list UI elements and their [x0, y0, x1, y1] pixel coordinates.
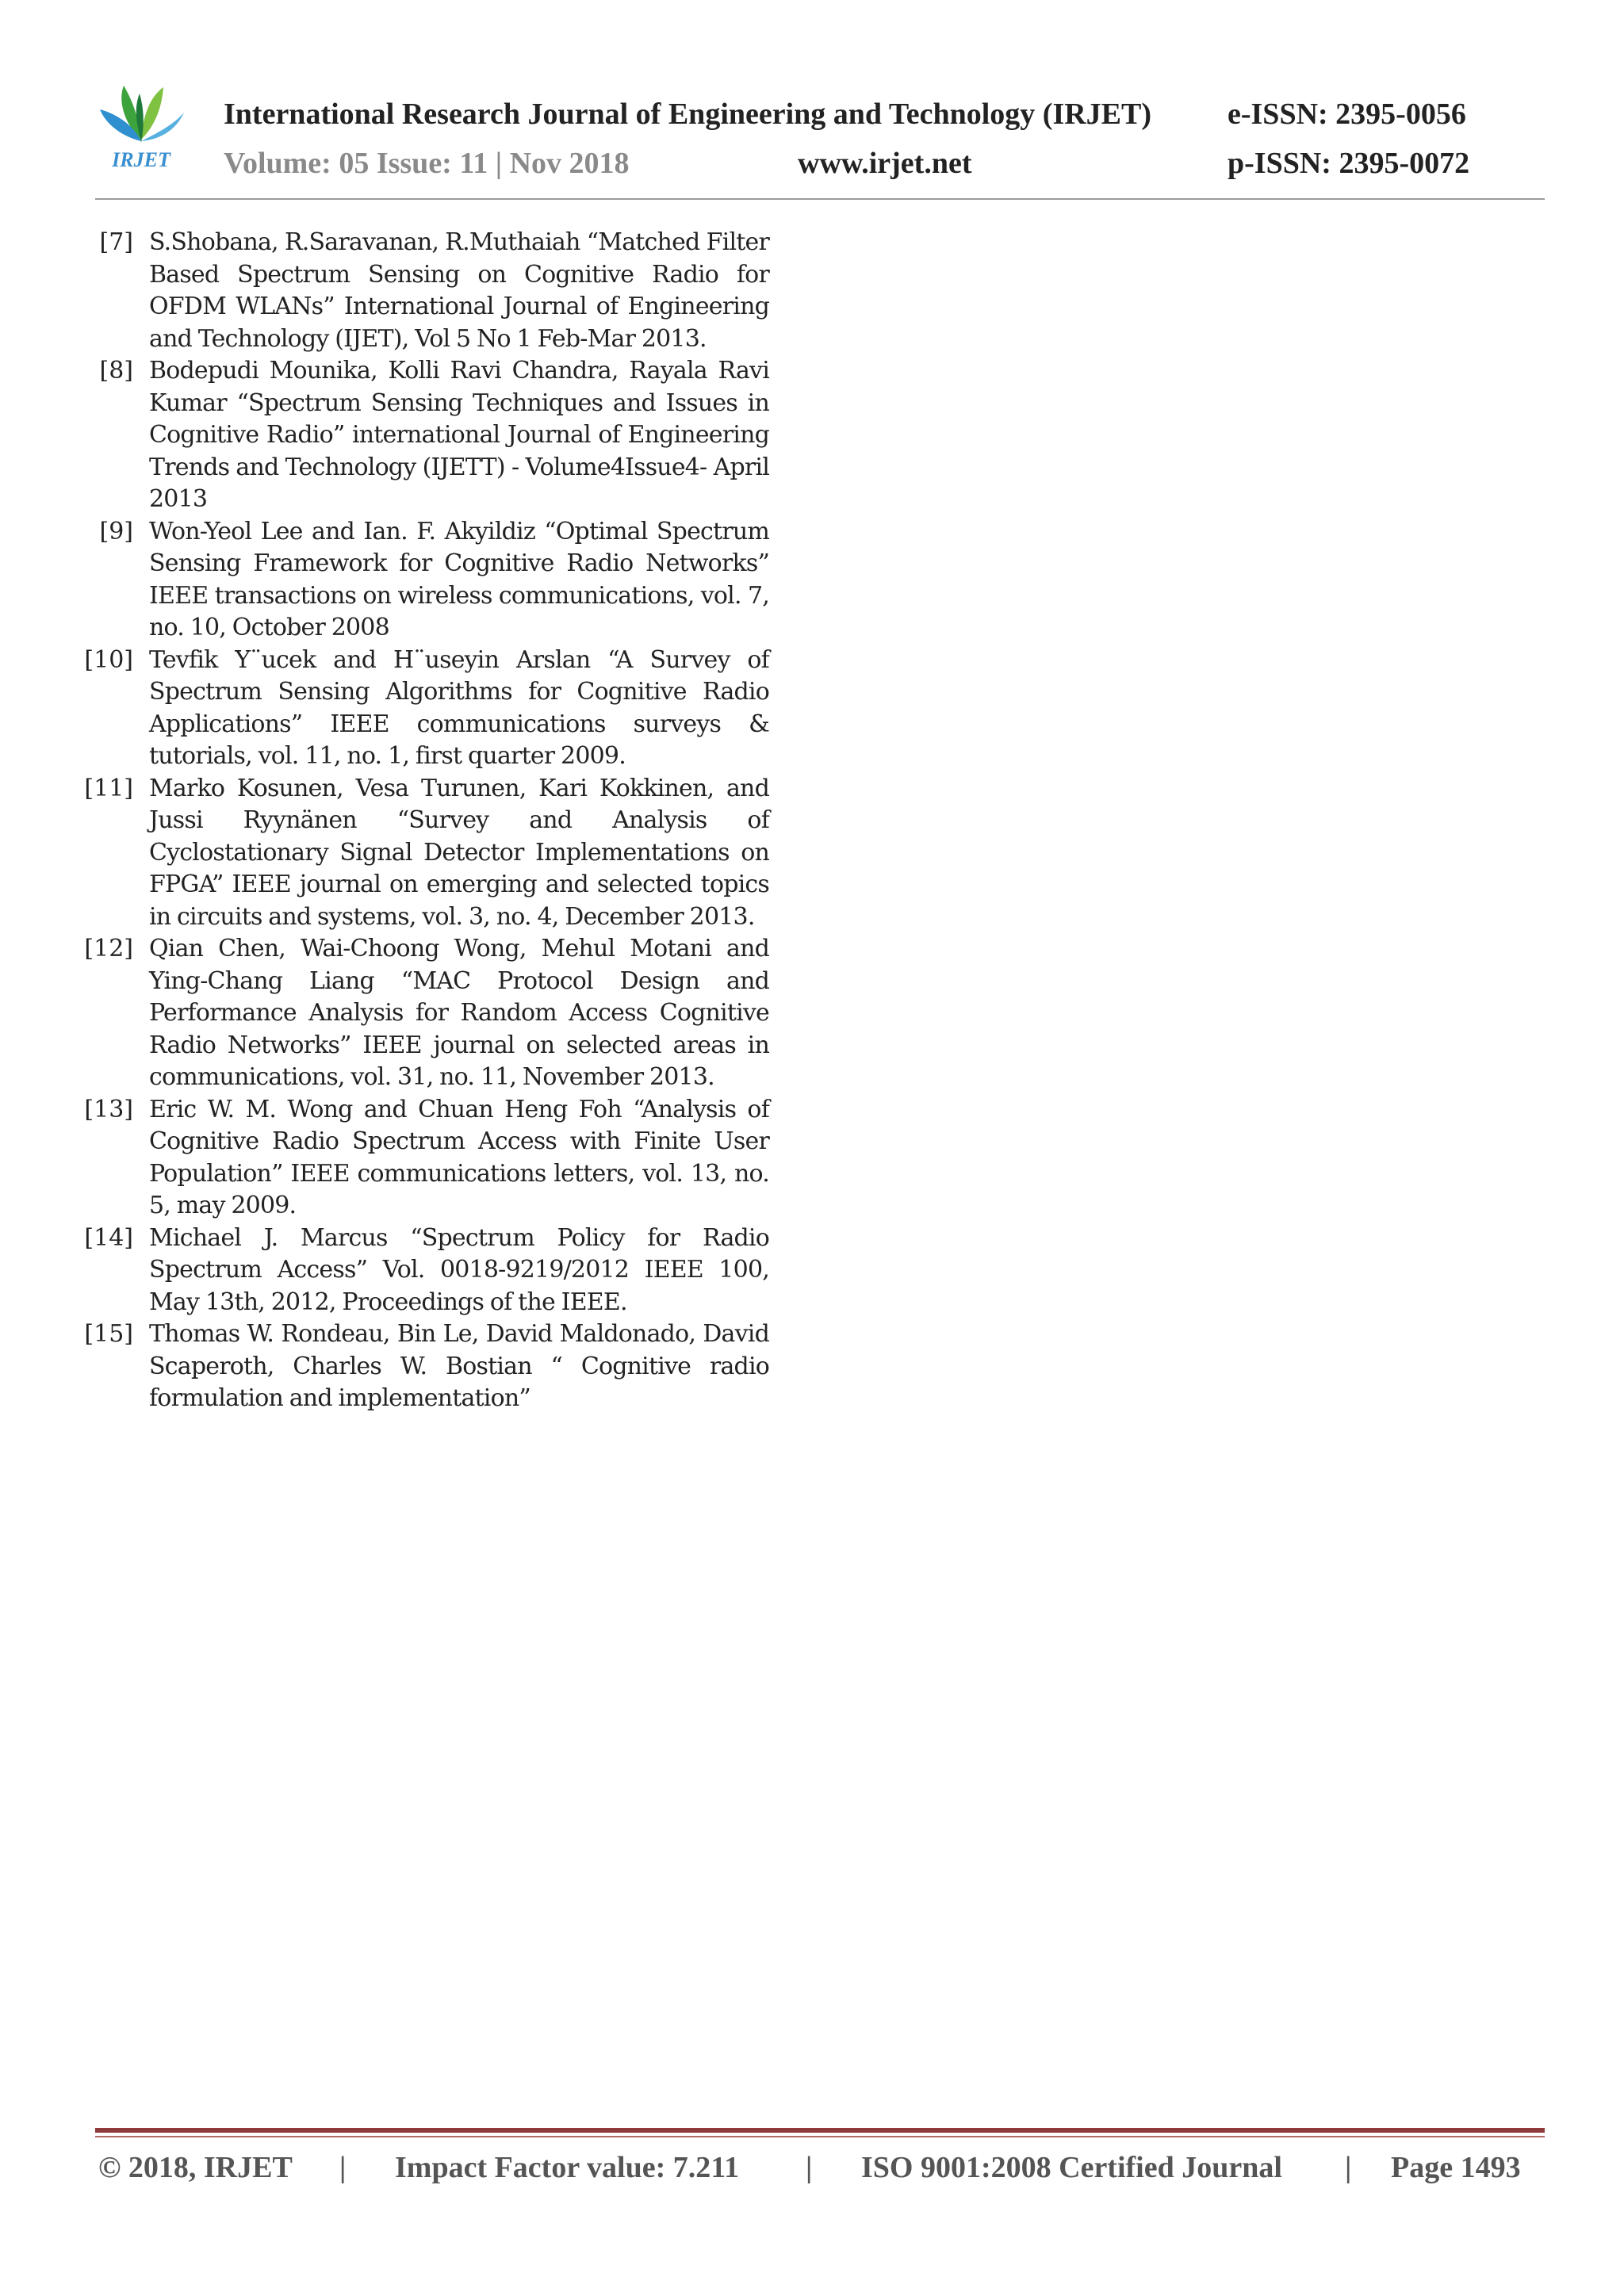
journal-title: International Research Journal of Engineering and Technology (IRJET) — [224, 98, 1152, 131]
logo-text: IRJET — [112, 148, 170, 171]
reference-item — [79, 773, 769, 934]
eissn: e-ISSN: 2395-0056 — [1228, 98, 1466, 131]
footer-separator: | — [339, 2151, 347, 2184]
reference-text: Marko Kosunen, Vesa Turunen, Kari Kokkinen, and Jussi Ryynänen “Survey and Analysis of Cyclostationary Signal Detector Implementations on FPGA” IEEE journal on emerging and selected topics in circuits and systems, vol. 3, no. 4, December 2013. — [149, 774, 769, 931]
reference-text: Thomas W. Rondeau, Bin Le, David Maldonado, David Scaperoth, Charles W. Bostian “ Cognitive radio formulation and implementation” — [149, 1320, 769, 1412]
footer-copyright: © 2018, IRJET — [98, 2151, 293, 2184]
reference-text: Tevfik Y¨ucek and H¨useyin Arslan “A Survey of Spectrum Sensing Algorithms for Cognitive Radio Applications” IEEE communications surveys & tutorials, vol. 11, no. 1, first quarter 2009. — [149, 645, 769, 770]
reference-text: Bodepudi Mounika, Kolli Ravi Chandra, Rayala Ravi Kumar “Spectrum Sensing Techniques and Issues in Cognitive Radio” international Journal of Engineering Trends and Technology (IJETT) - Volume4Issue4- April 2013 — [149, 357, 769, 513]
reference-item — [79, 645, 769, 773]
reference-number: [11] — [84, 774, 133, 802]
reference-number: [12] — [84, 935, 133, 962]
reference-list — [79, 227, 769, 1415]
reference-number: [9] — [99, 517, 133, 545]
footer-separator: | — [1345, 2151, 1352, 2184]
reference-item — [79, 1223, 769, 1319]
website-link[interactable]: www.irjet.net — [798, 147, 972, 180]
reference-number: [14] — [84, 1223, 133, 1252]
reference-item — [79, 355, 769, 516]
volume-issue: Volume: 05 Issue: 11 | Nov 2018 — [224, 147, 630, 180]
reference-number: [10] — [84, 645, 133, 674]
reference-item — [79, 933, 769, 1094]
reference-text: S.Shobana, R.Saravanan, R.Muthaiah “Matched Filter Based Spectrum Sensing on Cognitive Radio for OFDM WLANs” International Journal of Engineering and Technology (IJET), Vol 5 No 1 Feb-Mar 2013. — [149, 228, 769, 353]
pissn: p-ISSN: 2395-0072 — [1228, 147, 1470, 180]
reference-item — [79, 1094, 769, 1223]
footer-page-number: Page 1493 — [1391, 2151, 1521, 2184]
reference-number: [8] — [99, 357, 133, 385]
reference-item — [79, 1318, 769, 1415]
footer-divider — [95, 2128, 1545, 2133]
header-divider — [95, 198, 1545, 200]
reference-item — [79, 227, 769, 355]
reference-item — [79, 516, 769, 645]
page-footer — [0, 2150, 1624, 2190]
reference-text: Michael J. Marcus “Spectrum Policy for Radio Spectrum Access” Vol. 0018-9219/2012 IEEE 100, May 13th, 2012, Proceedings of the IEEE. — [149, 1223, 769, 1316]
footer-iso: ISO 9001:2008 Certified Journal — [861, 2151, 1282, 2184]
reference-text: Won-Yeol Lee and Ian. F. Akyildiz “Optimal Spectrum Sensing Framework for Cognitive Radio Networks” IEEE transactions on wireless communications, vol. 7, no. 10, October 2008 — [149, 517, 769, 641]
reference-text: Eric W. M. Wong and Chuan Heng Foh “Analysis of Cognitive Radio Spectrum Access with Finite User Population” IEEE communications letters, vol. 13, no. 5, may 2009. — [149, 1095, 769, 1219]
leaf-logo-icon — [94, 78, 189, 181]
footer-impact-factor: Impact Factor value: 7.211 — [395, 2151, 740, 2184]
reference-number: [15] — [84, 1320, 133, 1348]
reference-text: Qian Chen, Wai-Choong Wong, Mehul Motani and Ying-Chang Liang “MAC Protocol Design and Performance Analysis for Random Access Cognitive Radio Networks” IEEE journal on selected areas in communications, vol. 31, no. 11, November 2013. — [149, 935, 769, 1091]
footer-divider-thin — [95, 2136, 1545, 2137]
reference-number: [13] — [84, 1095, 133, 1123]
footer-separator: | — [806, 2151, 813, 2184]
irjet-logo — [94, 78, 189, 181]
reference-number: [7] — [99, 228, 133, 256]
